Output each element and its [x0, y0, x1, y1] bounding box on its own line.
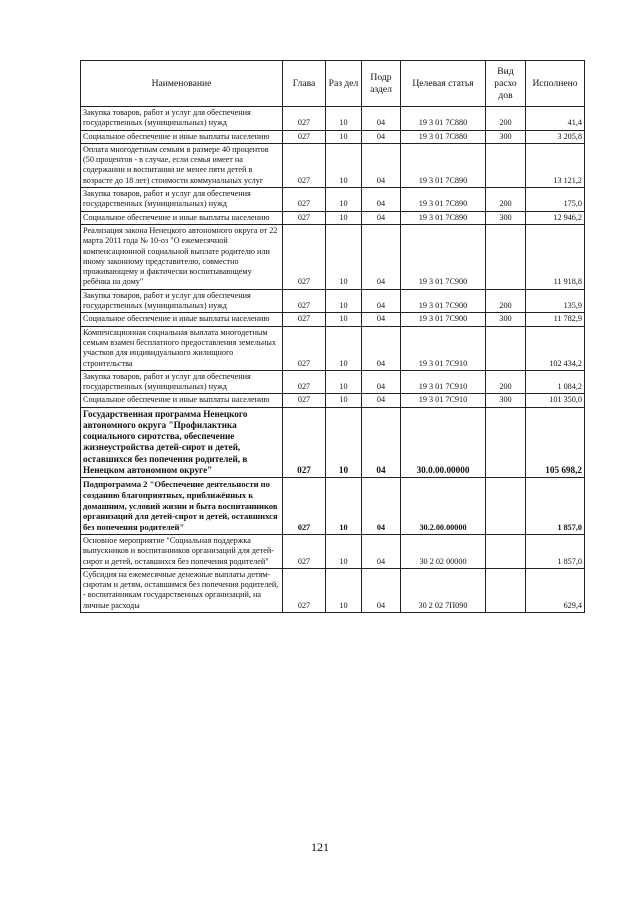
header-expense-type: Вид расхо дов — [486, 61, 526, 107]
cell-chapter: 027 — [283, 107, 326, 131]
cell-subsection: 04 — [362, 534, 401, 568]
cell-expense-type: 200 — [486, 289, 526, 313]
cell-expense-type — [486, 326, 526, 370]
cell-chapter: 027 — [283, 407, 326, 477]
cell-name: Социальное обеспечение и иные выплаты населению — [81, 130, 283, 143]
cell-section: 10 — [326, 130, 362, 143]
cell-section: 10 — [326, 313, 362, 326]
cell-chapter: 027 — [283, 188, 326, 212]
cell-section: 10 — [326, 224, 362, 289]
cell-name: Закупка товаров, работ и услуг для обеспечения государственных (муниципальных) нужд — [81, 370, 283, 394]
cell-subsection: 04 — [362, 477, 401, 534]
cell-target: 19 3 01 7С910 — [401, 394, 486, 407]
cell-chapter: 027 — [283, 394, 326, 407]
table-row — [81, 477, 585, 534]
cell-target: 19 3 01 7С880 — [401, 107, 486, 131]
cell-chapter: 027 — [283, 326, 326, 370]
header-section: Раз дел — [326, 61, 362, 107]
table-row — [81, 370, 585, 394]
cell-target: 19 3 01 7С910 — [401, 370, 486, 394]
table-body — [81, 107, 585, 613]
cell-target: 30 2 02 00000 — [401, 534, 486, 568]
table-row — [81, 224, 585, 289]
table-header-row — [81, 61, 585, 107]
cell-subsection: 04 — [362, 143, 401, 187]
cell-expense-type: 300 — [486, 130, 526, 143]
cell-name: Социальное обеспечение и иные выплаты населению — [81, 313, 283, 326]
cell-subsection: 04 — [362, 224, 401, 289]
cell-section: 10 — [326, 211, 362, 224]
cell-name: Закупка товаров, работ и услуг для обеспечения государственных (муниципальных) нужд — [81, 107, 283, 131]
table-row — [81, 568, 585, 612]
cell-name: Компенсационная социальная выплата многодетным семьям взамен бесплатного предоставления земельных участков для индивидуального жилищного строительства — [81, 326, 283, 370]
cell-section: 10 — [326, 370, 362, 394]
cell-executed: 1 857,0 — [526, 477, 585, 534]
cell-chapter: 027 — [283, 224, 326, 289]
cell-expense-type — [486, 143, 526, 187]
cell-executed: 1 084,2 — [526, 370, 585, 394]
cell-target: 30.0.00.00000 — [401, 407, 486, 477]
table-row — [81, 188, 585, 212]
page-number: 121 — [311, 840, 329, 854]
cell-chapter: 027 — [283, 534, 326, 568]
cell-section: 10 — [326, 394, 362, 407]
cell-subsection: 04 — [362, 188, 401, 212]
cell-section: 10 — [326, 289, 362, 313]
table-row — [81, 313, 585, 326]
cell-chapter: 027 — [283, 313, 326, 326]
cell-expense-type: 200 — [486, 107, 526, 131]
cell-expense-type — [486, 477, 526, 534]
cell-section: 10 — [326, 143, 362, 187]
cell-section: 10 — [326, 407, 362, 477]
cell-expense-type — [486, 224, 526, 289]
table-row — [81, 394, 585, 407]
header-executed: Исполнено — [526, 61, 585, 107]
cell-chapter: 027 — [283, 211, 326, 224]
cell-expense-type — [486, 568, 526, 612]
cell-name: Субсидия на ежемесячные денежные выплаты детям-сиротам и детям, оставшимся без попечения родителей, - воспитанникам государственных организаций, на личные расходы — [81, 568, 283, 612]
cell-target: 19 3 01 7С890 — [401, 143, 486, 187]
cell-name: Реализация закона Ненецкого автономного округа от 22 марта 2011 года № 10-оз "О ежемесячной компенсационной социальной выплате родителю или иному законному представителю, совместно проживающему и фактически воспитывающему ребёнка на дому" — [81, 224, 283, 289]
cell-executed: 135,9 — [526, 289, 585, 313]
cell-subsection: 04 — [362, 394, 401, 407]
cell-subsection: 04 — [362, 407, 401, 477]
cell-target: 19 3 01 7С900 — [401, 224, 486, 289]
table-row — [81, 326, 585, 370]
budget-table — [80, 60, 585, 613]
cell-executed: 175,0 — [526, 188, 585, 212]
cell-chapter: 027 — [283, 370, 326, 394]
cell-section: 10 — [326, 188, 362, 212]
cell-subsection: 04 — [362, 370, 401, 394]
cell-chapter: 027 — [283, 289, 326, 313]
cell-executed: 3 205,8 — [526, 130, 585, 143]
cell-name: Подпрограмма 2 "Обеспечение деятельности по созданию благоприятных, приближённых к домашним, условий жизни и быта воспитанников организаций для детей-сирот и детей, оставшихся без попечения родителей" — [81, 477, 283, 534]
cell-target: 30 2 02 7П090 — [401, 568, 486, 612]
table-row — [81, 143, 585, 187]
table-row — [81, 289, 585, 313]
cell-target: 19 3 01 7С880 — [401, 130, 486, 143]
cell-expense-type — [486, 407, 526, 477]
cell-executed: 105 698,2 — [526, 407, 585, 477]
header-name: Наименование — [81, 61, 283, 107]
cell-name: Государственная программа Ненецкого автономного округа "Профилактика социального сиротства, обеспечение жизнеустройства детей-сирот и детей, оставшихся без попечения родителей, в Ненецком автономном округе" — [81, 407, 283, 477]
cell-subsection: 04 — [362, 130, 401, 143]
cell-chapter: 027 — [283, 477, 326, 534]
cell-subsection: 04 — [362, 289, 401, 313]
cell-name: Основное мероприятие "Социальная поддержка выпускников и воспитанников организаций для детей-сирот и детей, оставшихся без попечения родителей" — [81, 534, 283, 568]
table-row — [81, 211, 585, 224]
cell-expense-type — [486, 534, 526, 568]
cell-subsection: 04 — [362, 313, 401, 326]
cell-executed: 11 782,9 — [526, 313, 585, 326]
cell-name: Закупка товаров, работ и услуг для обеспечения государственных (муниципальных) нужд — [81, 289, 283, 313]
cell-executed: 13 121,2 — [526, 143, 585, 187]
cell-target: 30.2.00.00000 — [401, 477, 486, 534]
cell-subsection: 04 — [362, 568, 401, 612]
cell-executed: 12 946,2 — [526, 211, 585, 224]
cell-target: 19 3 01 7С910 — [401, 326, 486, 370]
table-row — [81, 534, 585, 568]
cell-name: Социальное обеспечение и иные выплаты населению — [81, 394, 283, 407]
cell-section: 10 — [326, 568, 362, 612]
cell-subsection: 04 — [362, 107, 401, 131]
cell-expense-type: 300 — [486, 313, 526, 326]
cell-name: Социальное обеспечение и иные выплаты населению — [81, 211, 283, 224]
cell-executed: 102 434,2 — [526, 326, 585, 370]
cell-section: 10 — [326, 534, 362, 568]
header-chapter: Глава — [283, 61, 326, 107]
cell-chapter: 027 — [283, 143, 326, 187]
cell-chapter: 027 — [283, 130, 326, 143]
cell-expense-type: 300 — [486, 394, 526, 407]
cell-expense-type: 200 — [486, 188, 526, 212]
table-row — [81, 130, 585, 143]
table-row — [81, 407, 585, 477]
cell-section: 10 — [326, 477, 362, 534]
header-subsection: Подр аздел — [362, 61, 401, 107]
cell-name: Оплата многодетным семьям в размере 40 процентов (50 процентов - в случае, если семья имеет на содержании и воспитании не менее пяти детей в возрасте до 18 лет) стоимости коммунальных услуг — [81, 143, 283, 187]
cell-executed: 41,4 — [526, 107, 585, 131]
cell-executed: 1 857,0 — [526, 534, 585, 568]
header-target: Целевая статья — [401, 61, 486, 107]
cell-chapter: 027 — [283, 568, 326, 612]
cell-subsection: 04 — [362, 211, 401, 224]
cell-target: 19 3 01 7С900 — [401, 313, 486, 326]
cell-section: 10 — [326, 326, 362, 370]
cell-executed: 629,4 — [526, 568, 585, 612]
cell-section: 10 — [326, 107, 362, 131]
cell-target: 19 3 01 7С890 — [401, 211, 486, 224]
cell-executed: 11 918,8 — [526, 224, 585, 289]
cell-name: Закупка товаров, работ и услуг для обеспечения государственных (муниципальных) нужд — [81, 188, 283, 212]
cell-target: 19 3 01 7С900 — [401, 289, 486, 313]
table-row — [81, 107, 585, 131]
cell-executed: 101 350,0 — [526, 394, 585, 407]
cell-expense-type: 200 — [486, 370, 526, 394]
cell-target: 19 3 01 7С890 — [401, 188, 486, 212]
cell-subsection: 04 — [362, 326, 401, 370]
cell-expense-type: 300 — [486, 211, 526, 224]
